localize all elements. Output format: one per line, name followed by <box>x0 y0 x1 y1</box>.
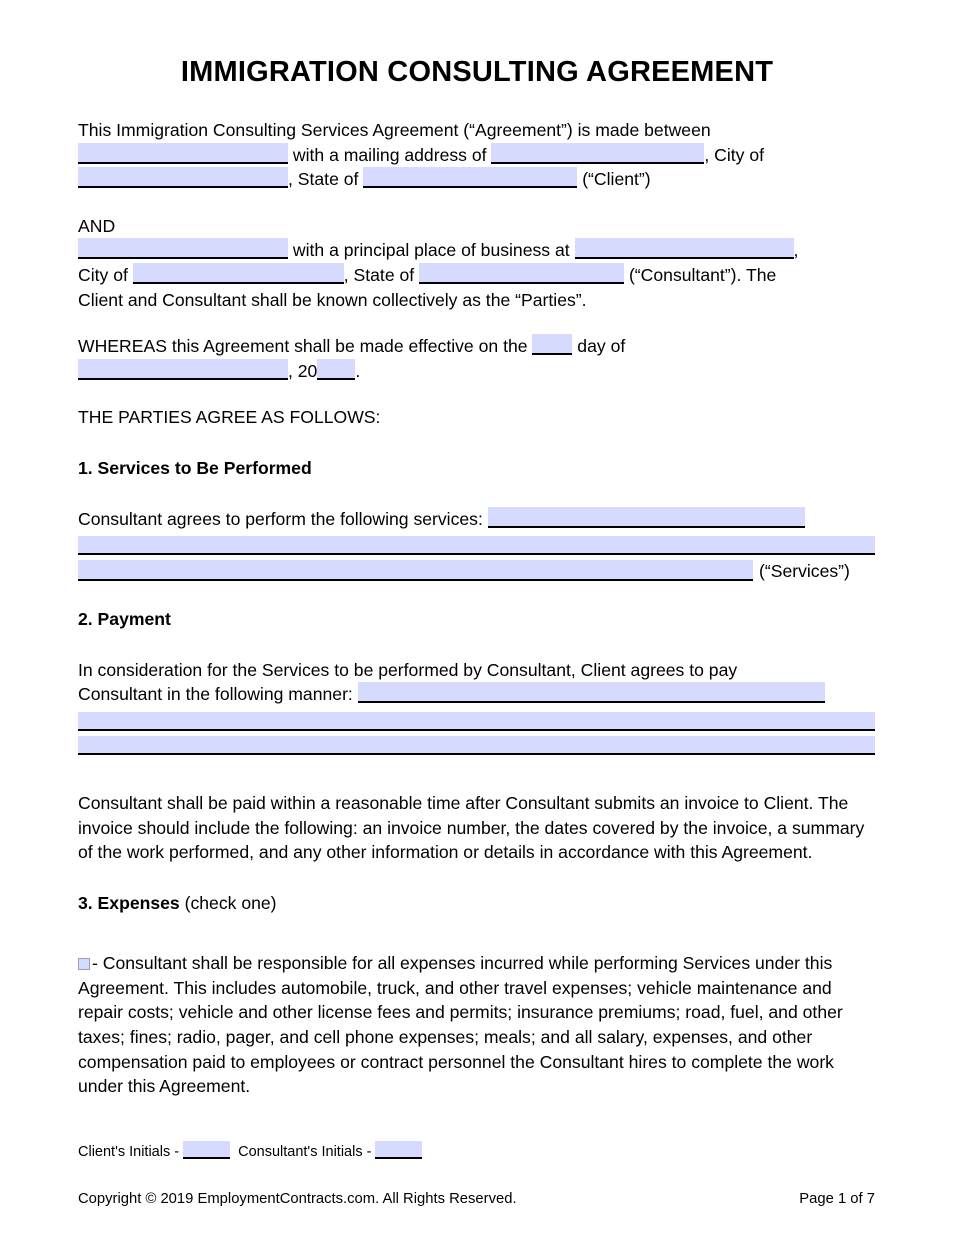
section-3-heading-note: (check one) <box>179 892 277 913</box>
consultant-business-address-field[interactable] <box>575 238 794 259</box>
and-paragraph <box>78 214 878 312</box>
intro-after-city-text: , State of <box>288 169 364 190</box>
and-after-name-text: with a principal place of business at <box>288 240 575 261</box>
services-field-line-3[interactable] <box>78 560 753 581</box>
section-3-heading <box>78 891 878 916</box>
client-name-field[interactable] <box>78 143 288 164</box>
client-city-field[interactable] <box>78 167 288 188</box>
intro-line1-text: This Immigration Consulting Services Agreement (“Agreement”) is made between <box>78 120 711 140</box>
page-title: IMMIGRATION CONSULTING AGREEMENT <box>180 56 774 89</box>
services-lead-text: Consultant agrees to perform the following services: <box>78 508 488 529</box>
intro-after-state-text: (“Client”) <box>577 169 651 190</box>
spacer <box>78 192 878 214</box>
whereas-lead-text: WHEREAS this Agreement shall be made effective on the <box>78 336 533 357</box>
spacer <box>78 755 878 781</box>
consultant-initials-field[interactable] <box>375 1141 422 1159</box>
consultant-city-field[interactable] <box>133 263 344 284</box>
section-1-services-line <box>78 507 878 532</box>
services-line-3-row <box>78 560 878 581</box>
spacer <box>78 430 878 456</box>
spacer <box>78 865 878 891</box>
spacer <box>78 941 878 951</box>
whereas-paragraph <box>78 334 878 383</box>
payment-lead-line2-text: Consultant in the following manner: <box>78 684 358 705</box>
section-2-payment-lead <box>78 658 878 707</box>
and-city-label: City of <box>78 264 133 285</box>
whereas-after-month-text: , 20 <box>288 360 318 381</box>
payment-field-line-1[interactable] <box>358 682 825 703</box>
page-number: Page 1 of 7 <box>799 1191 875 1207</box>
spacer <box>78 481 878 507</box>
intro-after-name-text: with a mailing address of <box>288 144 492 165</box>
services-field-line-1[interactable] <box>488 507 805 528</box>
expenses-option-text: Consultant shall be responsible for all expenses incurred while performing Services under this Agreement. This includes automobile, truck, and other travel expenses; vehicle maintenance and repair costs; vehicle and other license fees and permits; insurance premiums; road, fuel, and other taxes; fines; radio, pager, and cell phone expenses; meals; and all salary, expenses, and other compensation paid to employees or contract personnel the Consultant hires to complete the work under this Agreement. <box>78 953 843 1097</box>
initials-row <box>78 1141 422 1162</box>
whereas-end-text: . <box>355 360 361 381</box>
payment-lead-line1-text: In consideration for the Services to be performed by Consultant, Client agrees to pay <box>78 659 738 680</box>
expenses-option-paragraph <box>78 951 878 1099</box>
spacer <box>78 383 878 405</box>
whereas-after-day-text: day of <box>572 336 626 357</box>
spacer <box>78 915 878 941</box>
section-2-heading: 2. Payment <box>78 609 171 630</box>
intro-after-address-text: , City of <box>704 144 765 165</box>
consultant-name-field[interactable] <box>78 238 288 259</box>
payment-field-line-3[interactable] <box>78 736 875 755</box>
spacer <box>78 581 878 607</box>
spacer <box>78 781 878 791</box>
and-after-city-text: , State of <box>343 264 420 285</box>
section-3-heading-bold: 3. Expenses <box>78 892 180 913</box>
page-footer <box>78 1189 875 1209</box>
consultant-initials-label: Consultant's Initials - <box>238 1144 376 1160</box>
invoice-paragraph: Consultant shall be paid within a reasonable time after Consultant submits an invoice to Client. The invoice should include the following: an invoice number, the dates covered by the invoice, a summary of the work performed, and any other information or details in accordance with this Agreement. <box>78 792 865 863</box>
parties-agree-line: THE PARTIES AGREE AS FOLLOWS: <box>78 407 381 428</box>
spacer <box>78 632 878 658</box>
effective-day-field[interactable] <box>532 334 572 355</box>
client-state-field[interactable] <box>363 167 577 188</box>
payment-field-line-2[interactable] <box>78 712 875 731</box>
spacer <box>78 312 878 334</box>
client-mailing-address-field[interactable] <box>491 143 704 164</box>
and-closing-text: Client and Consultant shall be known collectively as the “Parties”. <box>78 289 587 310</box>
effective-month-field[interactable] <box>78 359 288 380</box>
consultant-state-field[interactable] <box>419 263 624 284</box>
client-initials-label: Client's Initials - <box>78 1144 184 1160</box>
and-after-state-text: (“Consultant”). The <box>624 264 777 285</box>
client-initials-field[interactable] <box>183 1141 230 1159</box>
effective-year-field[interactable] <box>317 359 355 380</box>
and-label: AND <box>78 215 116 236</box>
expenses-checkbox[interactable] <box>78 958 90 970</box>
services-tail-label: (“Services”) <box>759 561 850 582</box>
section-1-heading: 1. Services to Be Performed <box>78 457 312 478</box>
expenses-checkbox-dash: - <box>92 953 103 974</box>
copyright-text: Copyright © 2019 EmploymentContracts.com. All Rights Reserved. <box>78 1191 517 1207</box>
intro-paragraph <box>78 118 878 192</box>
document-body <box>78 118 878 1099</box>
and-after-address-text: , <box>793 240 799 261</box>
services-field-line-2[interactable] <box>78 536 875 555</box>
